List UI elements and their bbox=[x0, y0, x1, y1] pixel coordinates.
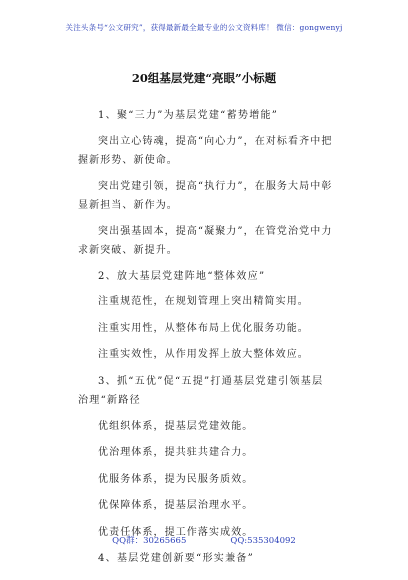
section-heading-2: 2、放大基层党建阵地“整体效应” bbox=[98, 270, 266, 282]
qq-group-number: QQ群：30265665 bbox=[112, 536, 187, 546]
paragraph: 突出党建引领，提高“执行力”，在服务大局中彰显新担当、新作为。 bbox=[78, 180, 333, 211]
paragraph: 注重实用性，从整体布局上优化服务功能。 bbox=[98, 322, 309, 334]
document-body bbox=[78, 106, 333, 575]
paragraph: 优责任体系，提工作落实成效。 bbox=[98, 526, 254, 538]
paragraph: 突出立心铸魂，提高“向心力”，在对标看齐中把握新形势、新使命。 bbox=[78, 135, 333, 166]
section-heading-4: 4、基层党建创新要“形实兼备” bbox=[98, 553, 255, 564]
paragraph: 优服务体系，提为民服务质效。 bbox=[98, 473, 254, 485]
paragraph: 优治理体系，提共驻共建合力。 bbox=[98, 447, 254, 458]
paragraph: 突出强基固本，提高“凝聚力”，在管党治党中力求新突破、新提升。 bbox=[78, 225, 333, 256]
contact-footer bbox=[0, 534, 408, 546]
qq-contact-number: QQ:535304092 bbox=[230, 536, 296, 546]
document-title: 20组基层党建“亮眼”小标题 bbox=[131, 71, 277, 85]
section-heading-3: 3、抓“五优”促“五提”打通基层党建引领基层治理“新路径 bbox=[78, 375, 324, 406]
paragraph: 注重规范性，在规划管理上突出精简实用。 bbox=[98, 296, 309, 307]
paragraph: 注重实效性，从作用发挥上放大整体效应。 bbox=[98, 349, 309, 360]
paragraph: 优组织体系，提基层党建效能。 bbox=[98, 420, 254, 432]
promo-banner: 关注头条号“公文研究”，获得最新最全最专业的公文资料库！ 微信：gongwenyj bbox=[65, 23, 343, 32]
section-heading-1: 1、聚“三力”为基层党建“蓄势增能” bbox=[98, 110, 279, 121]
paragraph: 优保障体系，提基层治理水平。 bbox=[98, 500, 254, 511]
